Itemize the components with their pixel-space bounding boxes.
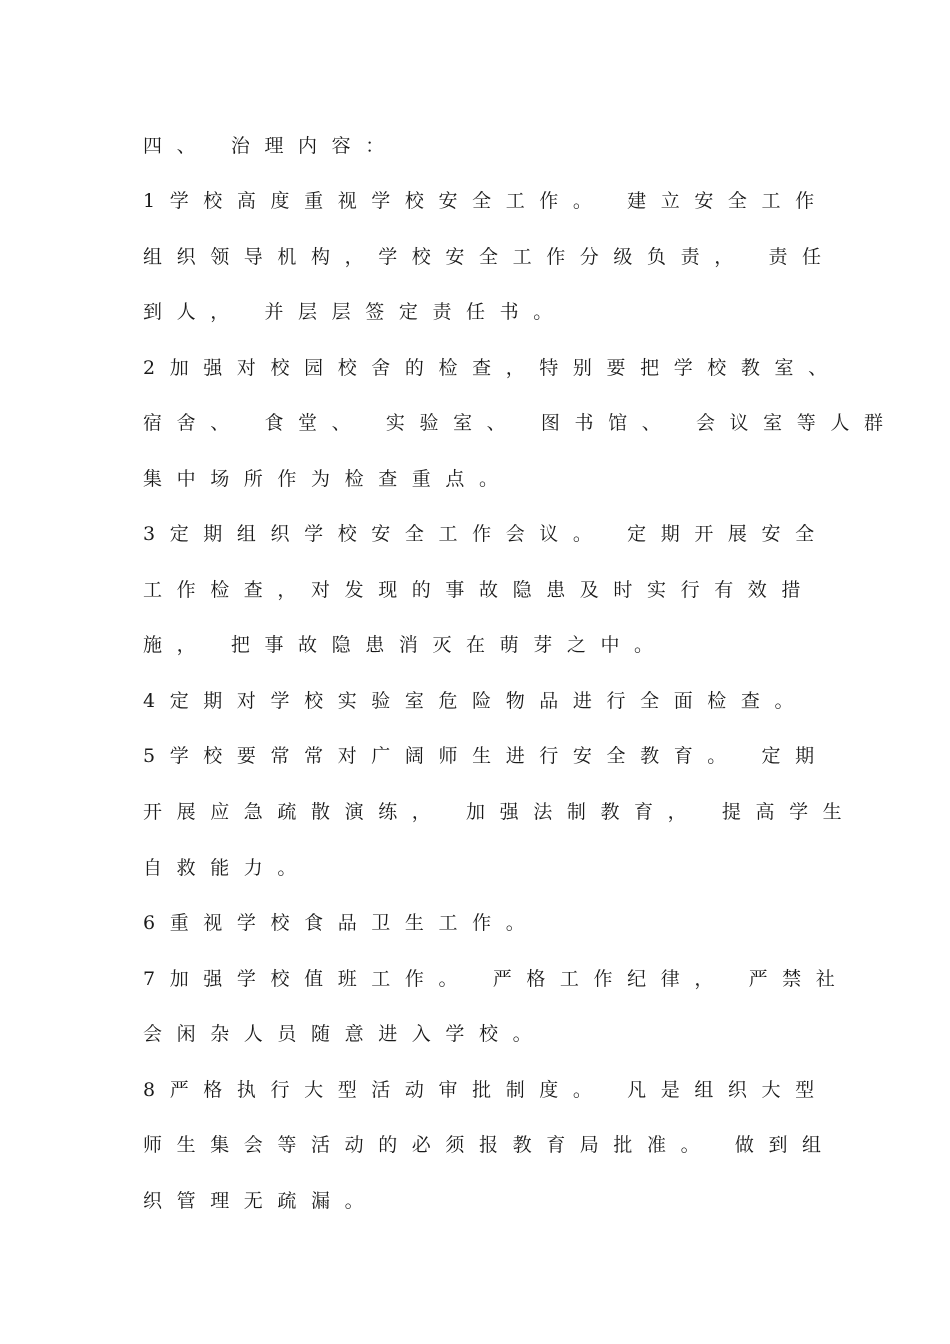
text-line: 3定期组织学校安全工作会议。 定期开展安全 [143,523,829,545]
text-line: 织管理无疏漏。 [143,1190,379,1212]
text-line: 2加强对校园校舍的检查，特别要把学校教室、 [143,357,842,379]
text-line: 5学校要常常对广阔师生进行安全教育。 定期 [143,745,829,767]
text-line: 6重视学校食品卫生工作。 [143,912,540,934]
section-heading: 四、 治理内容： [143,135,399,157]
text-line: 开展应急疏散演练， 加强法制教育， 提高学生 [143,801,857,823]
text-line: 师生集会等活动的必须报教育局批准。 做到组 [143,1134,836,1156]
text-line: 集中场所作为检查重点。 [143,468,513,490]
text-line: 宿舍、 食堂、 实验室、 图书馆、 会议室等人群 [143,412,898,434]
text-line: 1学校高度重视学校安全工作。 建立安全工作 [143,190,829,212]
text-line: 7加强学校值班工作。 严格工作纪律， 严禁社 [143,968,850,990]
text-line: 会闲杂人员随意进入学校。 [143,1023,547,1045]
text-line: 施， 把事故隐患消灭在萌芽之中。 [143,634,668,656]
text-line: 8严格执行大型活动审批制度。 凡是组织大型 [143,1079,829,1101]
text-line: 到人， 并层层签定责任书。 [143,301,567,323]
text-line: 自救能力。 [143,857,312,879]
text-line: 工作检查，对发现的事故隐患及时实行有效措 [143,579,816,601]
text-line: 组织领导机构，学校安全工作分级负责， 责任 [143,246,836,268]
text-line: 4定期对学校实验室危险物品进行全面检查。 [143,690,809,712]
